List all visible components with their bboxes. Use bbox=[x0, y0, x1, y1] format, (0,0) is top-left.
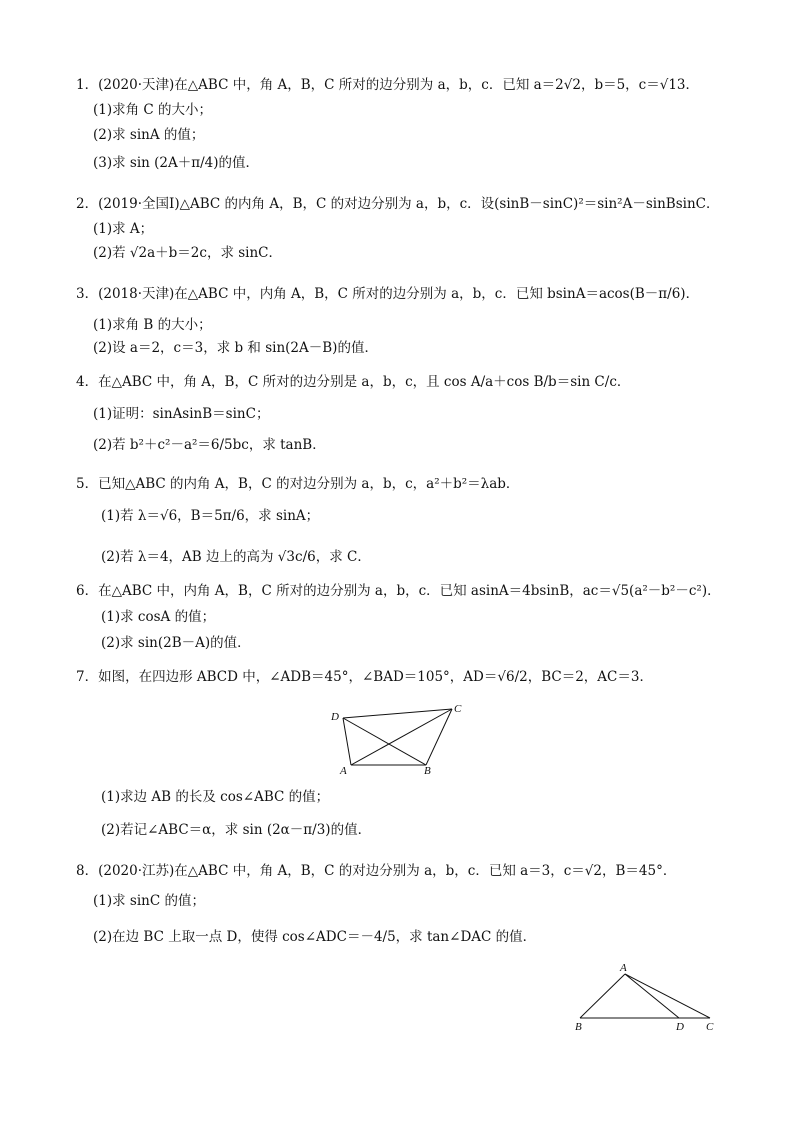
problem-number: 6． bbox=[76, 583, 99, 599]
problem-part: (2)求 sin(2B－A)的值． bbox=[101, 635, 251, 651]
problem-part: (1)求 A； bbox=[93, 221, 154, 237]
problem-number: 7． bbox=[76, 669, 99, 685]
vertex-label-C: C bbox=[706, 1021, 714, 1033]
problem-number: 5． bbox=[76, 476, 99, 492]
problem-number: 1． bbox=[76, 77, 99, 93]
problem-stem: 在△ABC 中，内角 A，B，C 所对的边分别为 a，b，c．已知 asinA＝4bsinB，ac＝√5(a²－b²－c²)． bbox=[98, 583, 721, 599]
diagonal-AC bbox=[351, 709, 452, 765]
problem-stem: 在△ABC 中，角 A，B，C 所对的边分别是 a，b，c，且 cos A/a＋cos B/b＝sin C/c． bbox=[98, 374, 631, 390]
problem-part: (1)若 λ＝√6，B＝5π/6，求 sinA； bbox=[101, 508, 320, 524]
problem-part: (1)求 cosA 的值； bbox=[101, 609, 216, 625]
vertex-label-A: A bbox=[620, 962, 627, 974]
problem-part: (1)求角 C 的大小； bbox=[93, 102, 213, 118]
problem-part: (3)求 sin (2A＋π/4)的值． bbox=[93, 155, 260, 171]
vertex-label-B: B bbox=[575, 1021, 582, 1033]
problem-part: (2)求 sinA 的值； bbox=[93, 127, 205, 143]
problem-stem: (2020·江苏)在△ABC 中，角 A，B，C 的对边分别为 a，b，c．已知 a＝3，c＝√2，B＝45°． bbox=[98, 863, 677, 879]
problem-part: (2)若 b²＋c²－a²＝6/5bc，求 tanB． bbox=[93, 437, 326, 453]
problem-part: (1)求 sinC 的值； bbox=[93, 893, 205, 909]
problem-number: 4． bbox=[76, 374, 99, 390]
problem-stem: (2020·天津)在△ABC 中，角 A，B，C 所对的边分别为 a，b，c．已知 a＝2√2，b＝5，c＝√13． bbox=[98, 77, 700, 93]
problem-stem: 已知△ABC 的内角 A，B，C 的对边分别为 a，b，c，a²＋b²＝λab． bbox=[98, 476, 520, 492]
problem-part: (2)若记∠ABC＝α，求 sin (2α－π/3)的值． bbox=[101, 822, 372, 838]
vertex-label-C: C bbox=[454, 703, 462, 715]
problem-part: (1)证明：sinAsinB＝sinC； bbox=[93, 406, 270, 422]
vertex-label-D: D bbox=[331, 711, 339, 723]
problem-7 bbox=[76, 668, 653, 686]
diagonal-DB bbox=[343, 718, 426, 765]
problem-6 bbox=[76, 582, 721, 600]
quadrilateral-figure bbox=[325, 697, 470, 777]
edge-BC bbox=[426, 709, 452, 765]
problem-part: (1)求边 AB 的长及 cos∠ABC 的值； bbox=[101, 789, 330, 805]
problem-part: (1)求角 B 的大小； bbox=[93, 317, 212, 333]
problem-part: (2)在边 BC 上取一点 D，使得 cos∠ADC＝－4/5，求 tan∠DAC 的值． bbox=[93, 929, 537, 945]
edge-DA bbox=[343, 718, 351, 765]
edge-DC bbox=[343, 709, 452, 718]
problem-1 bbox=[76, 76, 699, 94]
problem-stem: (2018·天津)在△ABC 中，内角 A，B，C 所对的边分别为 a，b，c．已知 bsinA＝acos(B－π/6)． bbox=[98, 286, 700, 302]
problem-stem: (2019·全国Ⅰ)△ABC 的内角 A，B，C 的对边分别为 a，b，c．设(sinB－sinC)²＝sin²A－sinBsinC． bbox=[98, 196, 720, 212]
side-AB bbox=[580, 974, 625, 1018]
problem-part: (2)若 λ＝4，AB 边上的高为 √3c/6，求 C． bbox=[101, 549, 371, 565]
problem-3 bbox=[76, 285, 699, 303]
problem-part: (2)设 a＝2，c＝3，求 b 和 sin(2A－B)的值． bbox=[93, 340, 378, 356]
problem-2 bbox=[76, 195, 719, 213]
vertex-label-D: D bbox=[676, 1021, 684, 1033]
problem-8 bbox=[76, 862, 676, 880]
vertex-label-A: A bbox=[340, 765, 347, 777]
side-AC bbox=[625, 974, 710, 1018]
problem-number: 2． bbox=[76, 196, 99, 212]
problem-part: (2)若 √2a＋b＝2c，求 sinC． bbox=[93, 245, 283, 261]
problem-number: 3． bbox=[76, 286, 99, 302]
problem-4 bbox=[76, 373, 630, 391]
vertex-label-B: B bbox=[424, 765, 431, 777]
triangle-figure bbox=[570, 958, 730, 1036]
segment-AD bbox=[625, 974, 679, 1018]
problem-stem: 如图，在四边形 ABCD 中，∠ADB＝45°，∠BAD＝105°，AD＝√6/2，BC＝2，AC＝3． bbox=[98, 669, 653, 685]
problem-5 bbox=[76, 475, 519, 493]
problem-number: 8． bbox=[76, 863, 99, 879]
